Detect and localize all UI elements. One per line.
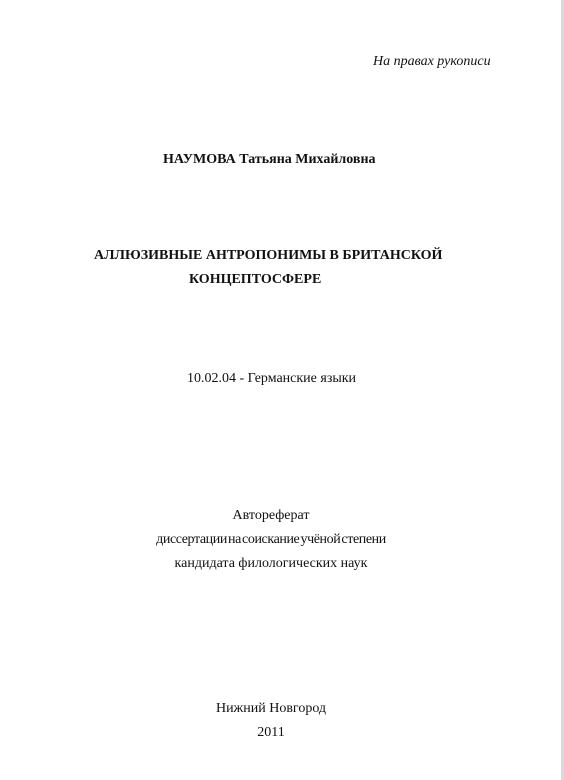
degree-line: кандидата филологических наук bbox=[174, 556, 368, 571]
dissertation-line: диссертации на соискание учёной степени bbox=[156, 532, 386, 547]
author-name: НАУМОВА Татьяна Михайловна bbox=[163, 152, 376, 167]
title-line-2: КОНЦЕПТОСФЕРЕ bbox=[189, 272, 322, 287]
title-line-1: АЛЛЮЗИВНЫЕ АНТРОПОНИМЫ В БРИТАНСКОЙ bbox=[94, 248, 443, 263]
abstract-label: Автореферат bbox=[232, 508, 310, 523]
city: Нижний Новгород bbox=[215, 701, 327, 716]
year: 2011 bbox=[257, 725, 285, 740]
rights-note: На правах рукописи bbox=[373, 54, 491, 69]
specialty-code: 10.02.04 - Германские языки bbox=[187, 371, 357, 386]
